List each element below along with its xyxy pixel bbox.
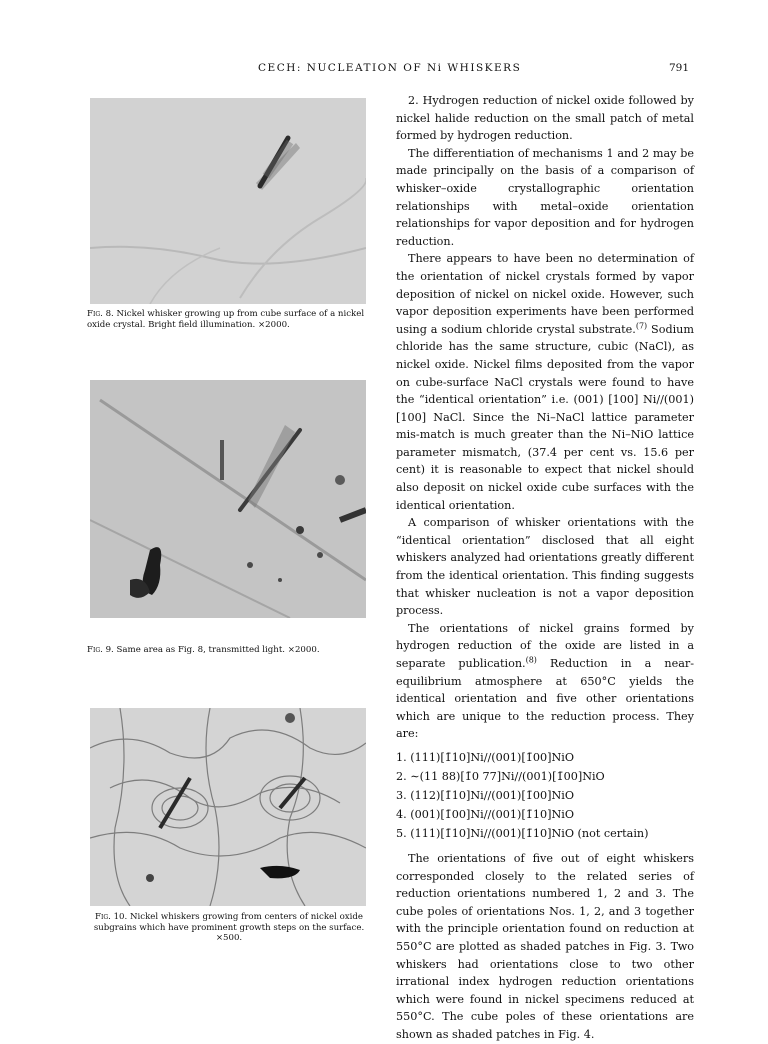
figure-9-caption (87, 645, 371, 656)
figure-9-micrograph (90, 380, 366, 618)
figure-9-label: Fig. 9. (87, 645, 114, 655)
paragraph-3-part-a: There appears to have been no determination of the orientation of nickel crystals formed by vapor deposition of nickel on nickel oxide. However, such vapor deposition experiments have been performed using a sodium chloride crystal substrate. (396, 252, 694, 336)
orientation-list-item-1: 1. (111)[1̄10]Ni//(001)[1̄00]NiO (396, 750, 575, 764)
body-text-column (396, 92, 694, 1044)
paragraph-4: A comparison of whisker orientations with the “identical orientation” disclosed that all eight whiskers analyzed had orientations greatly different from the identical orientation. This finding suggests that whisker nucleation is not a vapor deposition process. (396, 516, 694, 618)
figure-8-label: Fig. 8. (87, 309, 114, 319)
orientation-list-item-2: 2. ∼(11 88)[1̄0 77]Ni//(001)[1̄00]NiO (396, 769, 605, 783)
figure-10-micrograph (90, 708, 366, 906)
paragraph-5-part-b: Reduction in a near-equilibrium atmosphere at 650°C yields the identical orientation and five other orientations which are unique to the reduction process. They are: (396, 657, 694, 741)
figure-10-caption-text: Nickel whiskers growing from centers of nickel oxide subgrains which have prominent growth steps on the surface. ×500. (93, 912, 365, 943)
figure-10-label: Fig. 10. (95, 912, 128, 922)
orientation-list (396, 748, 694, 843)
paragraph-6: The orientations of five out of eight whiskers corresponded closely to the related series of reduction orientations numbered 1, 2 and 3. The cube poles of orientations Nos. 1, 2, and 3 together with the principle orientation found on reduction at 550°C are plotted as shaded patches in Fig. 3. Two whiskers had orientations close to two other irrational index hydrogen reduction orientations which were found in nickel specimens reduced at 550°C. The cube poles of these orientations are shown as shaded patches in Fig. 4. (396, 851, 694, 1041)
paragraph-3 (396, 250, 694, 514)
figure-10-caption (87, 912, 371, 944)
figure-8-caption-text: Nickel whisker growing up from cube surface of a nickel oxide crystal. Bright field illumination. ×2000. (87, 309, 365, 330)
paragraph-1: 2. Hydrogen reduction of nickel oxide followed by nickel halide reduction on the small patch of metal formed by hydrogen reduction. (396, 94, 694, 143)
orientation-list-item-4: 4. (001)[1̄00]Ni//(001)[1̄10]NiO (396, 807, 575, 821)
reference-8: (8) (525, 655, 537, 665)
figure-8-caption (87, 309, 371, 330)
orientation-list-item-5: 5. (111)[1̄10]Ni//(001)[1̄10]NiO (not certain) (396, 826, 649, 840)
orientation-list-item-3: 3. (112)[1̄10]Ni//(001)[1̄00]NiO (396, 788, 575, 802)
figure-9-caption-text: Same area as Fig. 8, transmitted light. ×2000. (116, 645, 320, 655)
paragraph-3-part-b: Sodium chloride has the same structure, cubic (NaCl), as nickel oxide. Nickel films deposited from the vapor on cube-surface NaCl crystals were found to have the “identical orientation” i.e. (001) [100] Ni//(001) [100] NaCl. Since the Ni–NaCl lattice parameter mis-match is much greater than the Ni–NiO lattice parameter mismatch, (37.4 per cent vs. 15.6 per cent) it is reasonable to expect that nickel should also deposit on nickel oxide cube surfaces with the identical orientation. (396, 322, 694, 512)
page-number: 791 (669, 62, 690, 74)
figure-8-micrograph (90, 98, 366, 304)
paragraph-5 (396, 620, 694, 743)
reference-7: (7) (635, 320, 648, 330)
running-head: CECH: NUCLEATION OF Ni WHISKERS (258, 62, 522, 74)
paragraph-2: The differentiation of mechanisms 1 and 2 may be made principally on the basis of a comparison of whisker–oxide crystallographic orientation relationships with metal–oxide orientation relationships for vapor deposition and for hydrogen reduction. (396, 146, 694, 248)
paragraph-5-part-a: The orientations of nickel grains formed by hydrogen reduction of the oxide are listed in a separate publication. (396, 621, 694, 670)
